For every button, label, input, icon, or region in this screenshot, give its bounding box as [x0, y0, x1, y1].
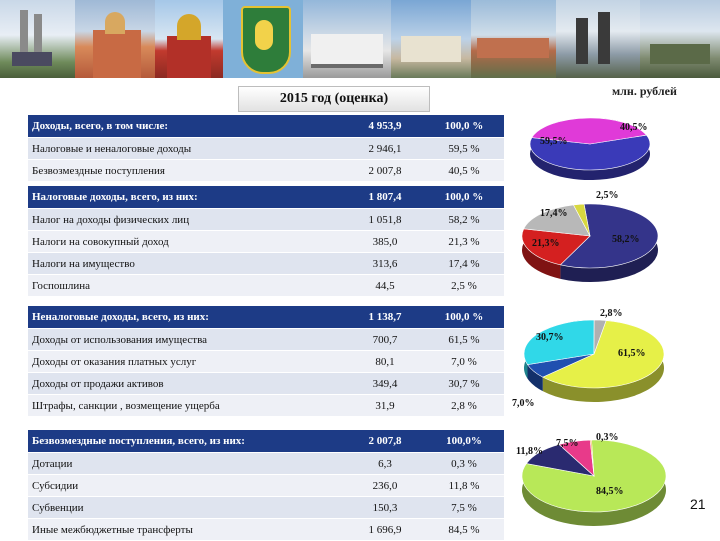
row-percent: 58,2 % — [424, 209, 504, 231]
table-row — [28, 209, 504, 231]
table-row — [28, 231, 504, 253]
row-value: 313,6 — [346, 253, 424, 275]
row-label: Доходы от использования имущества — [28, 329, 346, 351]
row-label: Субвенции — [28, 497, 346, 519]
pie-label: 0,3% — [596, 432, 619, 443]
pie-label: 58,2% — [612, 234, 640, 245]
tax-revenue-table — [28, 186, 504, 297]
row-value: 80,1 — [346, 351, 424, 373]
table-row — [28, 306, 504, 329]
pie-label: 7,0% — [512, 398, 535, 409]
table-row — [28, 430, 504, 453]
park-photo — [640, 0, 720, 78]
pie-label: 40,5% — [620, 122, 648, 133]
monument-photo — [556, 0, 640, 78]
unit-label: млн. рублей — [612, 84, 677, 98]
table-row — [28, 329, 504, 351]
row-value: 349,4 — [346, 373, 424, 395]
church-photo — [75, 0, 155, 78]
table-row — [28, 519, 504, 541]
table-row — [28, 373, 504, 395]
table-row — [28, 160, 504, 182]
row-value: 1 696,9 — [346, 519, 424, 541]
row-value: 44,5 — [346, 275, 424, 297]
year-title: 2015 год (оценка) — [238, 86, 430, 112]
table-row — [28, 275, 504, 297]
row-label: Налоговые доходы, всего, из них: — [28, 186, 346, 209]
row-label: Иные межбюджетные трансферты — [28, 519, 346, 541]
row-label: Безвозмездные поступления, всего, из них: — [28, 430, 346, 453]
row-label: Налоги на имущество — [28, 253, 346, 275]
row-label: Доходы от продажи активов — [28, 373, 346, 395]
non-tax-structure-pie — [508, 312, 678, 412]
row-label: Неналоговые доходы, всего, из них: — [28, 306, 346, 329]
row-value: 236,0 — [346, 475, 424, 497]
row-label: Налог на доходы физических лиц — [28, 209, 346, 231]
pie-label: 7,5% — [556, 438, 579, 449]
row-percent: 17,4 % — [424, 253, 504, 275]
row-label: Доходы, всего, в том числе: — [28, 115, 346, 138]
city-stele-photo — [0, 0, 75, 78]
row-label: Налоговые и неналоговые доходы — [28, 138, 346, 160]
row-percent: 100,0 % — [424, 115, 504, 138]
table-row — [28, 395, 504, 417]
page-number: 21 — [690, 496, 706, 512]
table-row — [28, 138, 504, 160]
pie-label: 61,5% — [618, 348, 646, 359]
pie-label: 21,3% — [532, 238, 560, 249]
table-row — [28, 253, 504, 275]
pie-label: 2,5% — [596, 190, 619, 201]
row-label: Безвозмездные поступления — [28, 160, 346, 182]
building-photo — [303, 0, 391, 78]
non-tax-revenue-table — [28, 306, 504, 417]
city-emblem — [223, 0, 303, 78]
row-value: 150,3 — [346, 497, 424, 519]
table-row — [28, 115, 504, 138]
transfers-table — [28, 430, 504, 541]
row-value: 2 007,8 — [346, 430, 424, 453]
row-percent: 30,7 % — [424, 373, 504, 395]
row-percent: 61,5 % — [424, 329, 504, 351]
row-percent: 100,0 % — [424, 306, 504, 329]
table-row — [28, 475, 504, 497]
pie-label: 59,5% — [540, 136, 568, 147]
row-value: 2 007,8 — [346, 160, 424, 182]
row-value: 4 953,9 — [346, 115, 424, 138]
row-percent: 100,0 % — [424, 186, 504, 209]
row-value: 385,0 — [346, 231, 424, 253]
row-value: 1 807,4 — [346, 186, 424, 209]
row-percent: 7,5 % — [424, 497, 504, 519]
row-label: Субсидии — [28, 475, 346, 497]
row-percent: 11,8 % — [424, 475, 504, 497]
square-photo — [471, 0, 556, 78]
row-value: 1 138,7 — [346, 306, 424, 329]
row-value: 2 946,1 — [346, 138, 424, 160]
cathedral-photo — [155, 0, 223, 78]
row-label: Госпошлина — [28, 275, 346, 297]
pie-label: 2,8% — [600, 308, 623, 319]
row-value: 31,9 — [346, 395, 424, 417]
table-row — [28, 453, 504, 475]
theatre-photo — [391, 0, 471, 78]
row-label: Дотации — [28, 453, 346, 475]
row-percent: 0,3 % — [424, 453, 504, 475]
row-label: Налоги на совокупный доход — [28, 231, 346, 253]
row-label: Штрафы, санкции , возмещение ущерба — [28, 395, 346, 417]
pie-label: 11,8% — [516, 446, 543, 457]
row-percent: 2,5 % — [424, 275, 504, 297]
pie-label: 84,5% — [596, 486, 624, 497]
pie-label: 30,7% — [536, 332, 564, 343]
row-percent: 100,0% — [424, 430, 504, 453]
row-percent: 2,8 % — [424, 395, 504, 417]
table-row — [28, 351, 504, 373]
row-percent: 7,0 % — [424, 351, 504, 373]
row-percent: 40,5 % — [424, 160, 504, 182]
row-value: 700,7 — [346, 329, 424, 351]
table-row — [28, 497, 504, 519]
row-label: Доходы от оказания платных услуг — [28, 351, 346, 373]
total-revenue-table — [28, 115, 504, 182]
row-percent: 84,5 % — [424, 519, 504, 541]
pie-label: 17,4% — [540, 208, 568, 219]
row-value: 6,3 — [346, 453, 424, 475]
row-percent: 21,3 % — [424, 231, 504, 253]
row-value: 1 051,8 — [346, 209, 424, 231]
row-percent: 59,5 % — [424, 138, 504, 160]
photo-banner — [0, 0, 720, 78]
table-row — [28, 186, 504, 209]
